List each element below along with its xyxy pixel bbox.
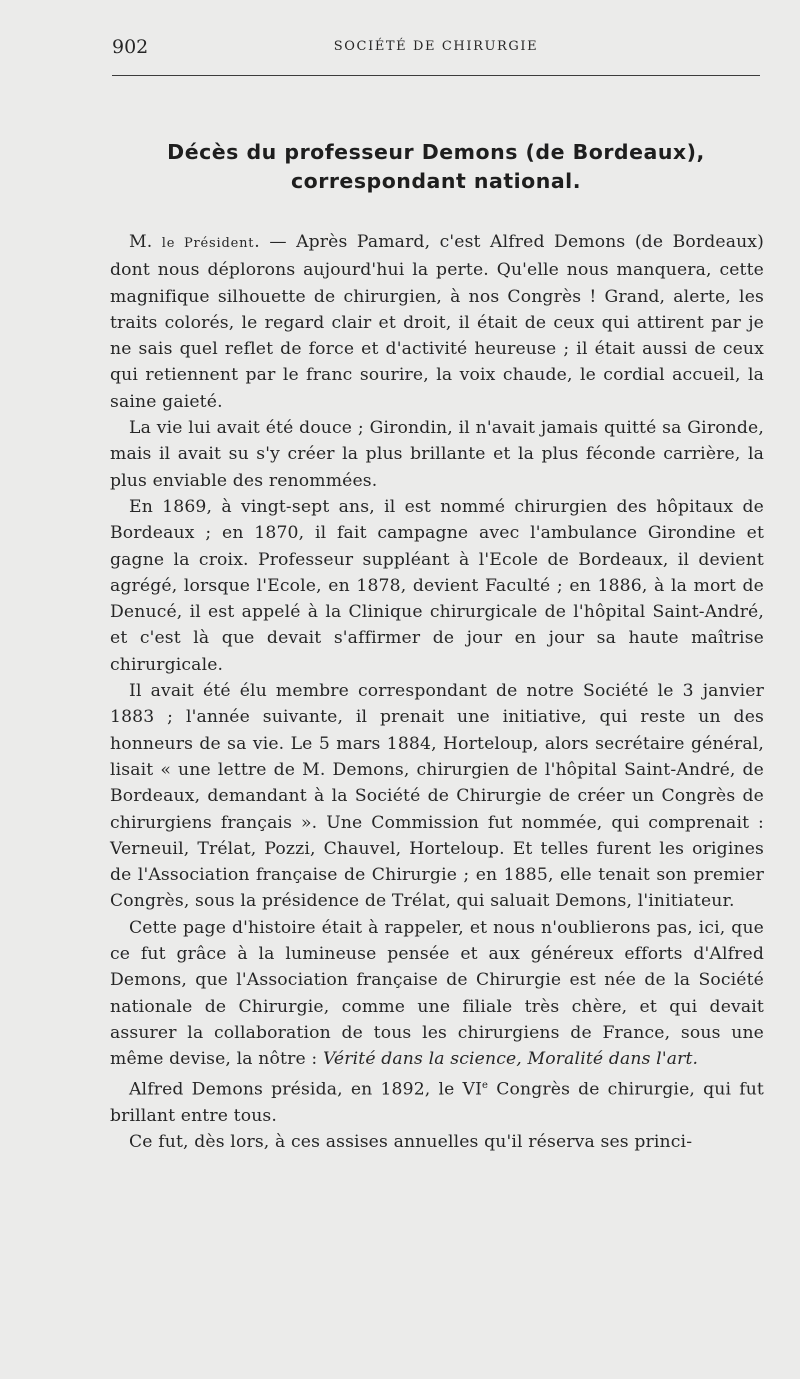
paragraph-5	[110, 915, 764, 1073]
article-title	[100, 138, 772, 196]
header-rule	[112, 75, 760, 76]
paragraph-6-text-before: Alfred Demons présida, en 1892, le VI	[129, 1079, 483, 1100]
speaker-prefix: M.	[129, 232, 162, 252]
paragraph-6-text-after: Congrès de chirurgie, qui fut brillant entre tous.	[110, 1079, 764, 1126]
paragraph-5-text: Cette page d'histoire était à rappeler, et nous n'oublierons pas, ici, que ce fut grâce à la lumineuse pensée et aux généreux efforts d'Alfred Demons, que l'Association française de Chirurgie est née de la Société nationale de Chirurgie, comme une filiale très chère, et qui devait assurer la collaboration de tous les chirurgiens de France, sous une même devise, la nôtre :	[110, 917, 764, 1070]
speaker-name: le Président	[161, 236, 255, 251]
ordinal-suffix: e	[482, 1079, 489, 1091]
running-title: SOCIÉTÉ DE CHIRURGIE	[333, 39, 539, 54]
paragraph-6	[110, 1073, 764, 1129]
society-motto: Vérité dans la science, Moralité dans l'art.	[322, 1049, 699, 1070]
article-title-line-2: correspondant national.	[290, 169, 582, 193]
paragraph-2: La vie lui avait été douce ; Girondin, il n'avait jamais quitté sa Gironde, mais il avait su s'y créer la plus brillante et la plus féconde carrière, la plus enviable des renommées.	[110, 418, 764, 491]
paragraph-1	[110, 229, 764, 415]
paragraph-3: En 1869, à vingt-sept ans, il est nommé chirurgien des hôpitaux de Bordeaux ; en 1870, il fait campagne avec l'ambulance Girondine et gagne la croix. Professeur suppléant à l'Ecole de Bordeaux, il devient agrégé, lorsque l'Ecole, en 1878, devient Faculté ; en 1886, à la mort de Denucé, il est appelé à la Clinique chirurgicale de l'hôpital Saint-André, et c'est là que devait s'affirmer de jour en jour sa haute maîtrise chirurgicale.	[110, 496, 764, 675]
page-header	[112, 36, 760, 66]
paragraph-1-text: . — Après Pamard, c'est Alfred Demons (de Bordeaux) dont nous déplorons aujourd'hui la perte. Qu'elle nous manquera, cette magnifique silhouette de chirurgien, à nos Congrès ! Grand, alerte, les traits colorés, le regard clair et droit, il était de ceux qui attirent par je ne sais quel reflet de force et d'activité heureuse ; il était aussi de ceux qui retiennent par le franc sourire, la voix chaude, le cordial accueil, la saine gaieté.	[110, 232, 765, 412]
article-title-line-1: Décès du professeur Demons (de Bordeaux),	[167, 140, 705, 164]
article-body	[110, 229, 764, 1155]
page-number: 902	[112, 36, 149, 58]
paragraph-4: Il avait été élu membre correspondant de notre Société le 3 janvier 1883 ; l'année suivante, il prenait une initiative, qui reste un des honneurs de sa vie. Le 5 mars 1884, Horteloup, alors secrétaire général, lisait « une lettre de M. Demons, chirurgien de l'hôpital Saint-André, de Bordeaux, demandant à la Société de Chirurgie de créer un Congrès de chirurgiens français ». Une Commission fut nommée, qui comprenait : Verneuil, Trélat, Pozzi, Chauvel, Horteloup. Et telles furent les origines de l'Association française de Chirurgie ; en 1885, elle tenait son premier Congrès, sous la présidence de Trélat, qui saluait Demons, l'initiateur.	[110, 681, 764, 912]
paragraph-7: Ce fut, dès lors, à ces assises annuelles qu'il réserva ses princi-	[129, 1131, 693, 1152]
